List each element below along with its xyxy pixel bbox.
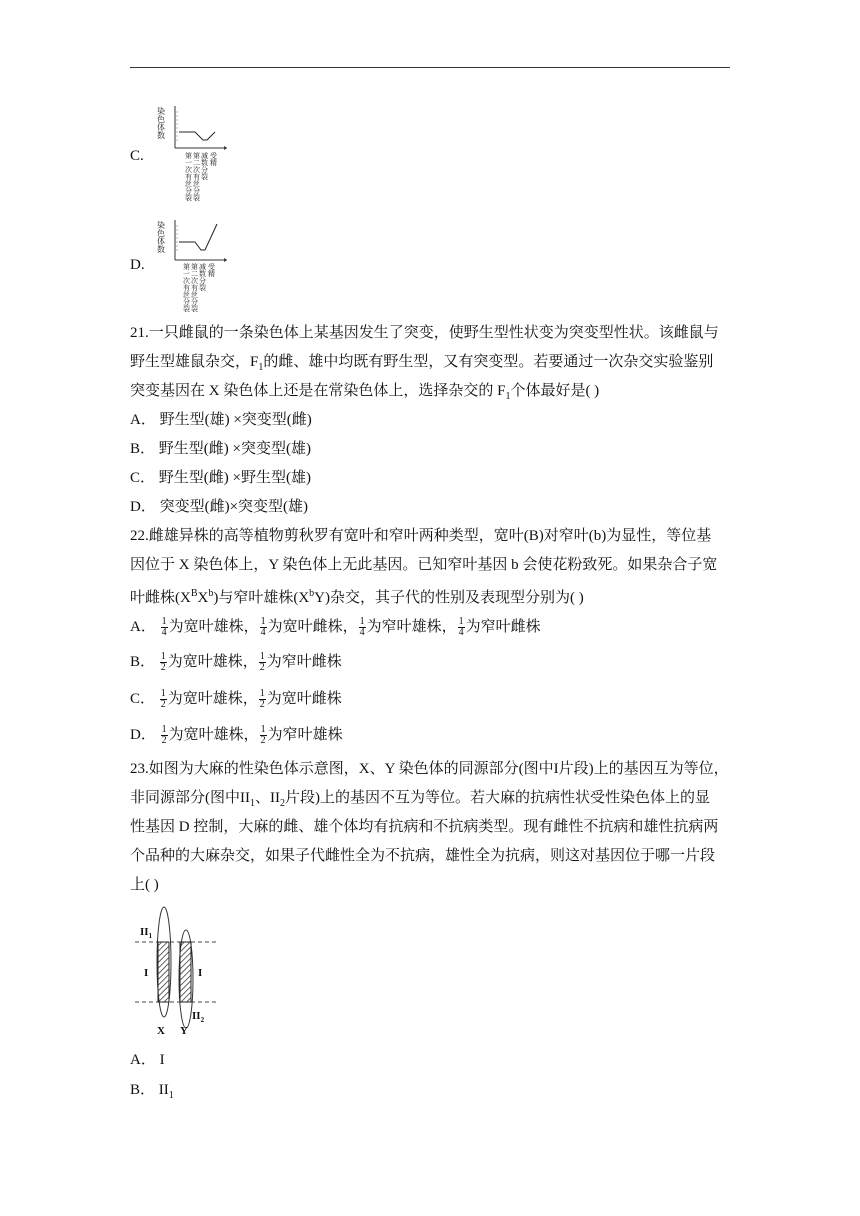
svg-text:受: 受 (208, 263, 215, 271)
svg-text:裂: 裂 (199, 284, 206, 292)
svg-text:一: 一 (183, 270, 190, 278)
q21-stem-line2: 野生型雄鼠杂交，$F_1$的雌、雄中均既有野生型，又有突变型。若要通过一次杂交实验鉴别 (130, 354, 714, 373)
sex-chromosome-diagram (135, 906, 225, 1038)
graph-d-curve (179, 224, 217, 250)
q21-option-a[interactable]: A． 野生型(雄) ×突变型(雌) (130, 412, 312, 428)
svg-text:二: 二 (193, 159, 200, 167)
svg-text:有: 有 (191, 284, 198, 292)
q21-stem-line1: 21.一只雌鼠的一条染色体上某基因发生了突变，使野生型性状变为突变型性状。该雌鼠与 (130, 325, 719, 341)
svg-text:减: 减 (201, 152, 208, 160)
svg-text:分: 分 (191, 298, 198, 306)
svg-text:数: 数 (199, 270, 206, 278)
label-x: X (157, 1025, 165, 1037)
svg-text:丝: 丝 (185, 180, 192, 188)
label-ii1: $II_1$ (140, 926, 153, 940)
graph-d-ylabel (157, 220, 165, 254)
stage-2 (193, 151, 200, 202)
option-d-label: D. (130, 257, 145, 273)
fraction: $\frac{1}{4}$ (458, 616, 464, 639)
stage-3 (199, 262, 206, 292)
svg-text:裂: 裂 (193, 194, 200, 202)
svg-text:次: 次 (185, 166, 192, 174)
label-i-left: I (144, 967, 149, 979)
svg-text:数: 数 (201, 159, 208, 167)
q21-stem-line3: 突变基因在 X 染色体上还是在常染色体上，选择杂交的 $F_1$个体最好是( ) (130, 383, 600, 402)
svg-text:次: 次 (191, 277, 198, 285)
q22-option-a[interactable]: A． $\frac{1}{4}$ 为宽叶雄株， $\frac{1}{4}$ 为宽叶雌株， $\frac{1}{4}$ 为窄叶雄株， $\frac{1}{4}$ 为窄叶雌株 (130, 616, 541, 639)
label-ii2: $II_2$ (192, 1010, 205, 1024)
fraction: $\frac{1}{2}$ (160, 651, 166, 674)
ylabel-char: 体 (157, 237, 165, 246)
q23-stem-line2: 非同源部分(图中$II_1$、$II_2$片段)上的基因不互为等位。若大麻的抗病性状受性染色体上的显 (130, 790, 710, 809)
svg-text:次: 次 (193, 166, 200, 174)
q22-stem-line1: 22.雌雄异株的高等植物剪秋罗有宽叶和窄叶两种类型，宽叶(B)对窄叶(b)为显性，等位基 (130, 528, 712, 544)
svg-text:第: 第 (183, 263, 190, 271)
svg-text:第: 第 (193, 152, 200, 160)
svg-text:第: 第 (185, 152, 192, 160)
fraction: $\frac{1}{2}$ (160, 688, 166, 711)
header-rule (130, 67, 730, 68)
graph-d-stage-labels (183, 262, 215, 313)
svg-text:裂: 裂 (185, 194, 192, 202)
fraction: $\frac{1}{4}$ (161, 616, 167, 639)
q23-stem-line1: 23.如图为大麻的性染色体示意图，X、Y 染色体的同源部分(图中I片段)上的基因互为等位， (130, 761, 729, 777)
ylabel-char: 数 (157, 131, 165, 140)
q22-option-c[interactable]: C． $\frac{1}{2}$ 为宽叶雄株， $\frac{1}{2}$ 为宽叶雌株 (130, 688, 342, 711)
svg-text:裂: 裂 (191, 305, 198, 313)
svg-text:第: 第 (191, 263, 198, 271)
svg-text:裂: 裂 (201, 173, 208, 181)
label-i-right: I (198, 967, 203, 979)
q22-stem-line3: 叶雌株$(X^BX^b)$与窄叶雄株$(X^bY)$杂交，其子代的性别及表现型分别为( ) (130, 588, 584, 606)
svg-text:丝: 丝 (191, 291, 198, 299)
fraction: $\frac{1}{2}$ (259, 688, 265, 711)
svg-text:丝: 丝 (193, 180, 200, 188)
fraction: $\frac{1}{2}$ (259, 651, 265, 674)
stage-3 (201, 151, 208, 181)
svg-text:裂: 裂 (183, 305, 190, 313)
svg-text:精: 精 (208, 270, 215, 278)
graph-c-ylabel (157, 106, 165, 140)
svg-text:二: 二 (191, 270, 198, 278)
svg-text:丝: 丝 (183, 291, 190, 299)
ylabel-char: 色 (157, 115, 165, 124)
svg-text:一: 一 (185, 159, 192, 167)
stage-1 (183, 262, 190, 313)
fraction: $\frac{1}{2}$ (161, 724, 167, 747)
svg-text:分: 分 (183, 298, 190, 306)
stage-2 (191, 262, 198, 313)
svg-text:分: 分 (201, 166, 208, 174)
stage-4 (208, 262, 215, 278)
q21-option-d[interactable]: D． 突变型(雌)×突变型(雄) (130, 499, 309, 515)
ylabel-char: 染 (157, 107, 165, 116)
ylabel-char: 体 (157, 123, 165, 132)
graph-c-curve (179, 132, 215, 140)
stage-1 (185, 151, 192, 202)
q22-option-d[interactable]: D． $\frac{1}{2}$ 为宽叶雄株， $\frac{1}{2}$ 为窄叶雄株 (130, 724, 343, 747)
graph-option-d (155, 218, 245, 314)
svg-text:受: 受 (210, 152, 217, 160)
q21-option-c[interactable]: C． 野生型(雌) ×野生型(雄) (130, 470, 311, 486)
q23-stem-line5: 上( ) (130, 877, 159, 893)
svg-text:有: 有 (183, 284, 190, 292)
ylabel-char: 色 (157, 229, 165, 238)
q21-option-b[interactable]: B． 野生型(雌) ×突变型(雄) (130, 441, 311, 457)
fraction: $\frac{1}{4}$ (359, 616, 365, 639)
svg-text:分: 分 (185, 187, 192, 195)
q23-stem-line4: 个品种的大麻杂交，如果子代雌性全为不抗病，雄性全为抗病，则这对基因位于哪一片段 (130, 848, 716, 864)
q23-option-a[interactable]: A． I (130, 1052, 165, 1068)
graph-c-stage-labels (185, 151, 217, 202)
svg-text:有: 有 (193, 173, 200, 181)
svg-text:减: 减 (199, 263, 206, 271)
stage-4 (210, 151, 217, 167)
option-c-label: C. (130, 148, 144, 164)
q23-option-b[interactable]: B． $II_1$ (130, 1082, 174, 1101)
graph-c-arrow (224, 146, 227, 150)
graph-option-c (155, 104, 245, 210)
q22-option-b[interactable]: B． $\frac{1}{2}$ 为宽叶雄株， $\frac{1}{2}$ 为窄叶雌株 (130, 651, 342, 674)
svg-text:次: 次 (183, 277, 190, 285)
ylabel-char: 数 (157, 245, 165, 254)
ylabel-char: 染 (157, 221, 165, 230)
q23-stem-line3: 性基因 D 控制，大麻的雌、雄个体均有抗病和不抗病类型。现有雌性不抗病和雄性抗病两 (130, 819, 719, 835)
fraction: $\frac{1}{4}$ (260, 616, 266, 639)
graph-d-arrow (224, 258, 227, 262)
y-chromosome-homologous-segment (180, 942, 191, 1002)
label-y: Y (180, 1025, 188, 1037)
svg-text:分: 分 (199, 277, 206, 285)
q22-stem-line2: 因位于 X 染色体上，Y 染色体上无此基因。已知窄叶基因 b 会使花粉致死。如果杂合子宽 (130, 557, 718, 573)
fraction: $\frac{1}{2}$ (260, 724, 266, 747)
svg-text:有: 有 (185, 173, 192, 181)
svg-text:分: 分 (193, 187, 200, 195)
x-chromosome-homologous-segment (158, 942, 169, 1002)
svg-text:精: 精 (210, 159, 217, 167)
